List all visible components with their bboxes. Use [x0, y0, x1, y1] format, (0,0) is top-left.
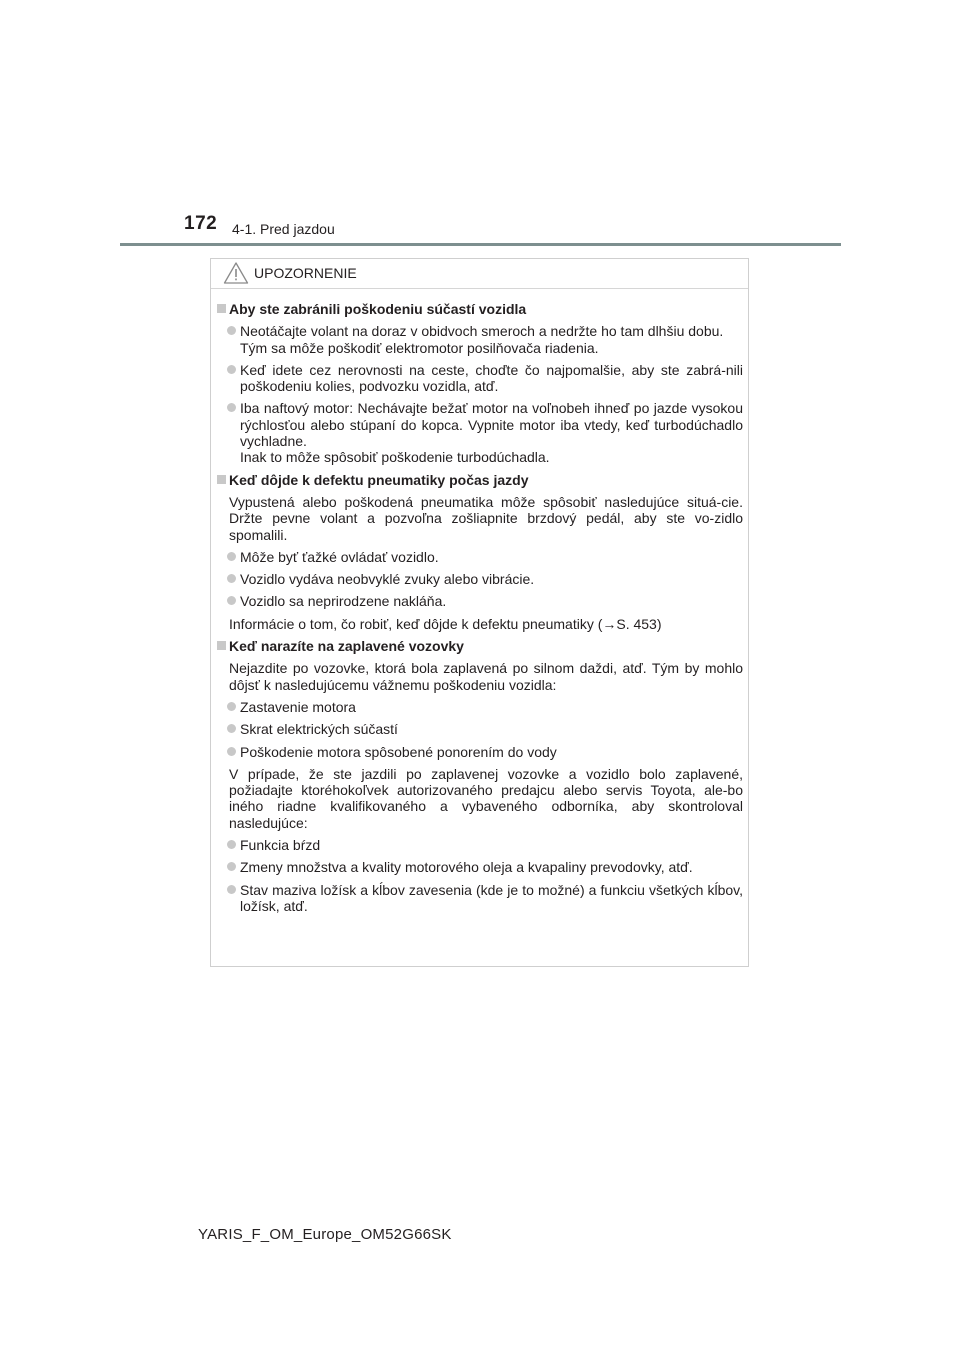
bullet-item [217, 859, 743, 875]
section-heading-text: Keď narazíte na zaplavené vozovky [229, 638, 464, 655]
section-heading [217, 301, 743, 317]
bullet-item [217, 837, 743, 853]
text-line: Neotáčajte volant na doraz v obidvoch smeroch a nedržte ho tam dlhšiu dobu. [240, 323, 724, 340]
text-line: Keď idete cez nerovnosti na ceste, choďte čo najpomalšie, aby ste zabrá-nili poškodeniu kolies, podvozku vozidla, atď. [240, 361, 743, 395]
circle-bullet-icon [227, 326, 236, 335]
bullet-item [217, 721, 743, 737]
bullet-item [217, 882, 743, 915]
circle-bullet-icon [227, 702, 236, 711]
circle-bullet-icon [227, 885, 236, 894]
footer-doc-id: YARIS_F_OM_Europe_OM52G66SK [198, 1226, 452, 1243]
warning-label: UPOZORNENIE [254, 265, 357, 281]
section-title: 4-1. Pred jazdou [232, 221, 335, 237]
text-line: Skrat elektrických súčastí [240, 721, 398, 738]
text-line: Informácie o tom, čo robiť, keď dôjde k defektu pneumatiky (→S. 453) [229, 615, 662, 632]
paragraph [217, 616, 743, 632]
bullet-item [217, 593, 743, 609]
text-line: Poškodenie motora spôsobené ponorením do vody [240, 743, 557, 760]
paragraph [217, 494, 743, 543]
bullet-item [217, 571, 743, 587]
text-line: Iba naftový motor: Nechávajte bežať motor na voľnobeh ihneď po jazde vysokou rýchlosťou alebo stúpaní do kopca. Vypnite motor iba vtedy, keď turbodúchadlo vychladne. [240, 400, 743, 450]
text-line: Vozidlo vydáva neobvyklé zvuky alebo vibrácie. [240, 571, 535, 588]
paragraph [217, 660, 743, 693]
text-line: Nejazdite po vozovke, ktorá bola zaplavená po silnom daždi, atď. Tým by mohlo dôjsť k nasledujúcemu vážnemu poškodeniu vozidla: [229, 660, 743, 693]
text-line: Vozidlo sa neprirodzene nakláňa. [240, 593, 447, 610]
text-line: Stav maziva ložísk a kĺbov zavesenia (kde je to možné) a funkciu všetkých kĺbov, ložísk, atď. [240, 881, 743, 914]
bullet-item [217, 400, 743, 465]
circle-bullet-icon [227, 862, 236, 871]
section-heading-text: Aby ste zabránili poškodeniu súčastí vozidla [229, 301, 527, 317]
circle-bullet-icon [227, 552, 236, 561]
circle-bullet-icon [227, 403, 236, 412]
page-number: 172 [184, 213, 218, 234]
circle-bullet-icon [227, 724, 236, 733]
warning-box [210, 258, 749, 967]
square-bullet-icon [217, 304, 226, 313]
square-bullet-icon [217, 641, 226, 650]
text-line: Zmeny množstva a kvality motorového oleja a kvapaliny prevodovky, atď. [240, 859, 693, 876]
circle-bullet-icon [227, 365, 236, 374]
bullet-item [217, 744, 743, 760]
warning-triangle-icon [223, 261, 249, 290]
circle-bullet-icon [227, 840, 236, 849]
bullet-item [217, 549, 743, 565]
warning-body [217, 301, 743, 920]
bullet-item [217, 323, 743, 356]
section-heading [217, 472, 743, 488]
text-line: Inak to môže spôsobiť poškodenie turbodúchadla. [240, 449, 550, 466]
circle-bullet-icon [227, 574, 236, 583]
section-heading-text: Keď dôjde k defektu pneumatiky počas jazdy [229, 471, 529, 488]
text-line: Vypustená alebo poškodená pneumatika môže spôsobiť nasledujúce situá-cie. Držte pevne volant a pozvoľna zošliapnite brzdový pedál, aby ste vo-zidlo spomalili. [229, 493, 743, 543]
text-line: Tým sa môže poškodiť elektromotor posilňovača riadenia. [240, 339, 599, 356]
header-rule [120, 243, 841, 246]
bullet-item [217, 362, 743, 395]
square-bullet-icon [217, 475, 226, 484]
text-line: V prípade, že ste jazdili po zaplavenej vozovke a vozidlo bolo zaplavené, požiadajte ktoréhokoľvek autorizovaného predajcu alebo servis Toyota, ale-bo iného riadne kvalifikovaného a vybaveného odborníka, aby skontroloval nasledujúce: [229, 765, 743, 831]
paragraph [217, 766, 743, 831]
warning-header [211, 259, 748, 289]
bullet-item [217, 699, 743, 715]
section-heading [217, 638, 743, 654]
circle-bullet-icon [227, 596, 236, 605]
text-line: Môže byť ťažké ovládať vozidlo. [240, 548, 439, 565]
text-line: Zastavenie motora [240, 698, 356, 715]
circle-bullet-icon [227, 747, 236, 756]
text-line: Funkcia bŕzd [240, 837, 321, 854]
